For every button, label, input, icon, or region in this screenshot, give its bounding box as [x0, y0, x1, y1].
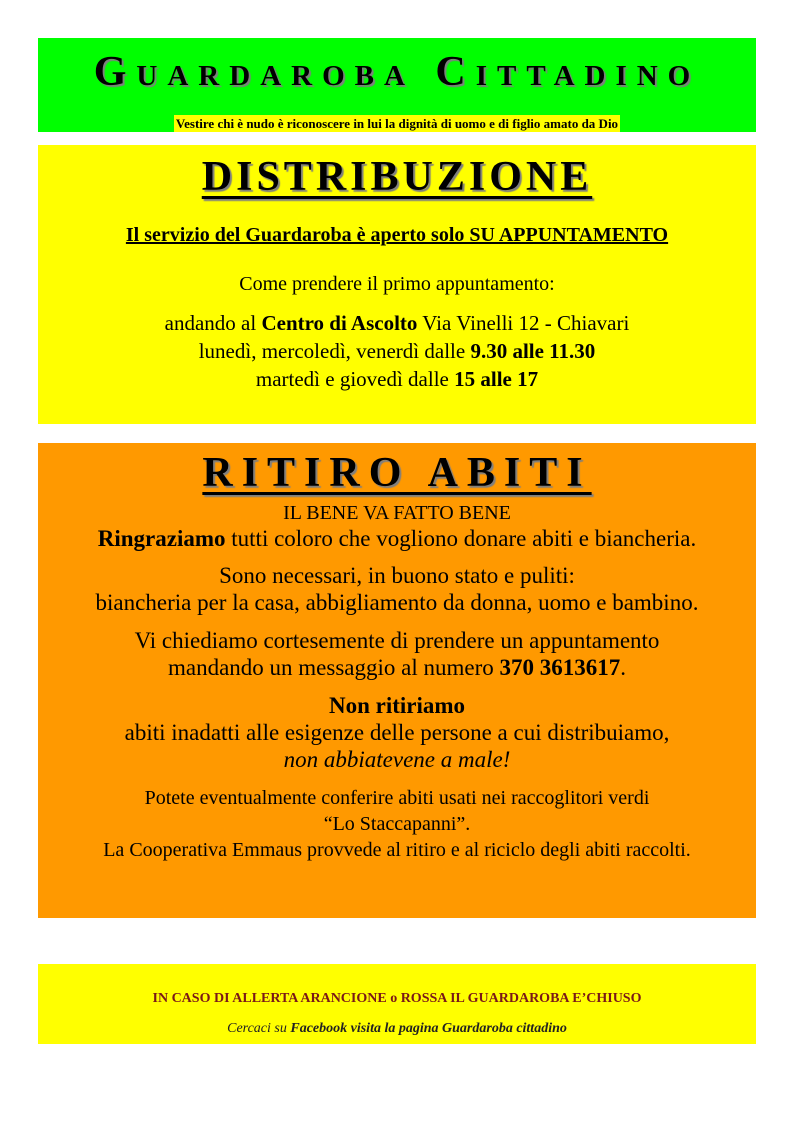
- ritiro-title: RITIRO ABITI: [202, 450, 592, 496]
- hours-2: 15 alle 17: [454, 367, 539, 391]
- schedule-line-1: [38, 337, 756, 365]
- header-banner: [38, 38, 756, 132]
- motto-bene: IL BENE VA FATTO BENE: [283, 502, 511, 524]
- page-title: Guardaroba Cittadino: [93, 49, 701, 95]
- how-to-text: Come prendere il primo appuntamento:: [239, 273, 555, 295]
- motto: [38, 115, 756, 133]
- paragraph-non-ritiriamo: [38, 692, 756, 773]
- address-pre: andando al: [164, 311, 262, 335]
- appointment-post: .: [620, 655, 626, 680]
- days-2: martedì e giovedì dalle: [255, 367, 455, 391]
- centro-ascolto: Centro di Ascolto: [261, 311, 418, 335]
- bins-line-3: La Cooperativa Emmaus provvede al ritiro e al riciclo degli abiti raccolti.: [103, 839, 691, 861]
- facebook-page: Facebook visita la pagina Guardaroba cittadino: [290, 1021, 567, 1036]
- footer-banner: [38, 964, 756, 1044]
- address-post: Via Vinelli 12 - Chiavari: [417, 311, 630, 335]
- non-ritiriamo: Non ritiriamo: [328, 693, 466, 718]
- facebook-pre: Cercaci su: [227, 1021, 291, 1036]
- bins-line-1: Potete eventualmente conferire abiti usati nei raccoglitori verdi: [144, 787, 650, 809]
- hours-1: 9.30 alle 11.30: [470, 339, 596, 363]
- distribuzione-title: DISTRIBUZIONE: [201, 154, 593, 200]
- phone-number: 370 3613617: [499, 655, 621, 680]
- appointment-notice: Il servizio del Guardaroba è aperto solo SU APPUNTAMENTO: [125, 224, 669, 246]
- appointment-line-1: Vi chiediamo cortesemente di prendere un appuntamento: [134, 628, 660, 653]
- apology-line: non abbiatevene a male!: [283, 747, 511, 772]
- distribuzione-section: [38, 145, 756, 424]
- paragraph-thanks: [38, 501, 756, 552]
- paragraph-staccapanni: [38, 785, 756, 863]
- appointment-pre: mandando un messaggio al numero: [167, 655, 500, 680]
- days-1: lunedì, mercoledì, venerdì dalle: [198, 339, 471, 363]
- ritiro-section: [38, 443, 756, 918]
- ringraziamo: Ringraziamo: [97, 526, 226, 551]
- needed-line-1: Sono necessari, in buono stato e puliti:: [219, 563, 575, 588]
- unsuitable-line: abiti inadatti alle esigenze delle persone a cui distribuiamo,: [124, 720, 670, 745]
- thanks-rest: tutti coloro che vogliono donare abiti e biancheria.: [225, 526, 697, 551]
- needed-line-2: biancheria per la casa, abbigliamento da donna, uomo e bambino.: [95, 590, 699, 615]
- motto-text: Vestire chi è nudo è riconoscere in lui la dignità di uomo e di figlio amato da Dio: [175, 116, 619, 131]
- bins-line-2: “Lo Staccapanni”.: [323, 813, 471, 835]
- address-line: [38, 309, 756, 337]
- facebook-line: [38, 1020, 756, 1038]
- paragraph-needed: [38, 562, 756, 616]
- schedule-line-2: [38, 365, 756, 393]
- paragraph-appointment: [38, 627, 756, 681]
- schedule-block: [38, 309, 756, 393]
- alert-notice: IN CASO DI ALLERTA ARANCIONE o ROSSA IL GUARDAROBA E’CHIUSO: [152, 991, 642, 1006]
